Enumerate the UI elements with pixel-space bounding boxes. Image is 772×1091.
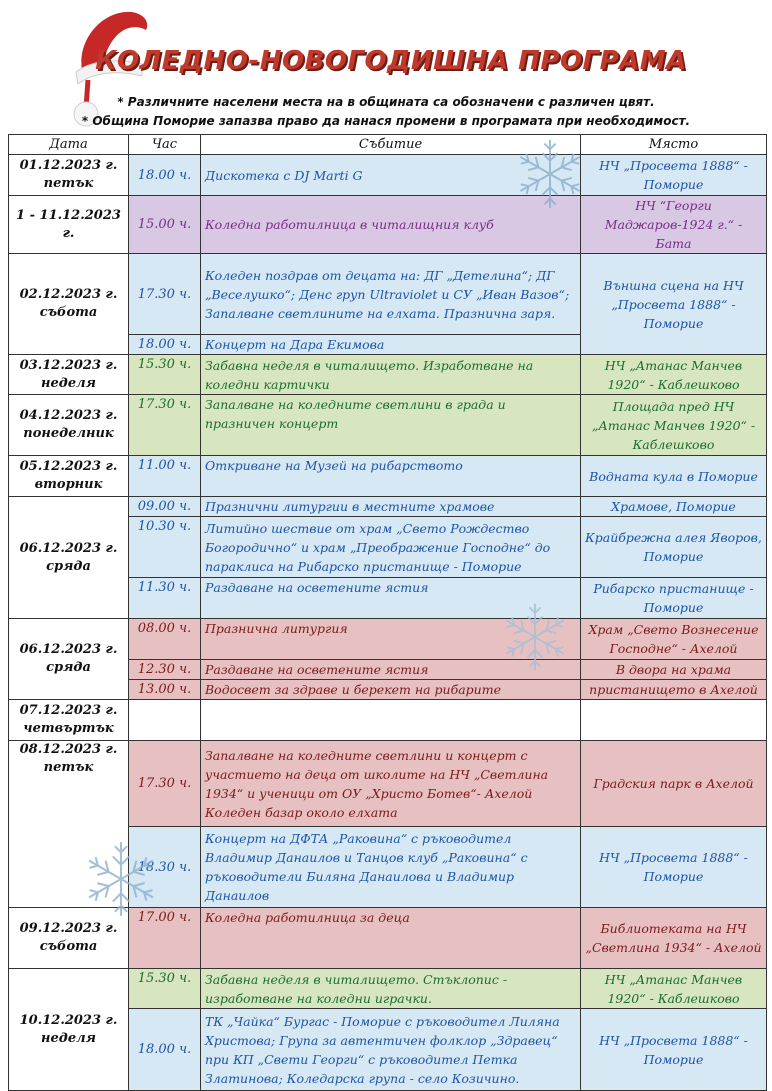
note-changes-text: * Община Поморие запазва право да нанася промени в програмата при необходимост. [81, 114, 691, 128]
date-text: 06.12.2023 г. [19, 642, 118, 657]
event-cell: Забавна неделя в читалището. Стъклопис - изработване на коледни играчки. [201, 969, 581, 1009]
date-cell [9, 254, 129, 355]
time-cell: 17.30 ч. [129, 395, 201, 456]
event-cell: Запалване на коледните светлини в града и празничен концерт [201, 395, 581, 456]
header-time: Час [129, 135, 201, 155]
note-colors [0, 95, 772, 109]
event-cell: Водосвет за здраве и берекет на рибарите [201, 680, 581, 700]
date-text: 10.12.2023 г. [19, 1012, 118, 1028]
time-cell: 18.30 ч. [129, 827, 201, 908]
event-cell: Раздаване на осветените ястия [201, 578, 581, 619]
time-cell: 09.00 ч. [129, 497, 201, 517]
day-text: петък [43, 176, 94, 191]
day-text: събота [39, 939, 98, 954]
event-cell: Откриване на Музей на рибарството [201, 456, 581, 497]
place-cell: НЧ „Атанас Манчев 1920“ - Каблешково [581, 969, 767, 1009]
header-place: Място [581, 135, 767, 155]
day-text: сряда [46, 558, 91, 574]
place-cell: Площада пред НЧ „Атанас Манчев 1920“ - Каблешково [581, 395, 767, 456]
date-text: 09.12.2023 г. [19, 921, 118, 936]
date-text: 07.12.2023 г. [19, 703, 118, 718]
day-text: четвъртък [23, 721, 114, 736]
date-cell [9, 155, 129, 196]
place-cell: Библиотеката на НЧ „Светлина 1934“ - Ахелой [581, 908, 767, 969]
program-table [8, 134, 767, 1091]
table-row [9, 969, 767, 1009]
time-cell: 11.30 ч. [129, 578, 201, 619]
date-text: 08.12.2023 г. [19, 742, 118, 757]
place-cell: Рибарско пристанище - Поморие [581, 578, 767, 619]
snowflake-icon [80, 838, 162, 920]
day-text: вторник [34, 477, 103, 492]
place-cell: НЧ „Просвета 1888“ - Поморие [581, 155, 767, 196]
date-cell [9, 619, 129, 700]
table-row [9, 395, 767, 456]
place-cell: НЧ „Атанас Манчев 1920“ - Каблешково [581, 355, 767, 395]
table-row [9, 155, 767, 196]
date-text: 05.12.2023 г. [19, 459, 118, 474]
date-cell [9, 497, 129, 619]
date-cell [9, 395, 129, 456]
time-cell: 18.00 ч. [129, 155, 201, 196]
note-colors-text: * Различните населени места на в общината са обозначени с различен цвят. [117, 95, 655, 109]
event-cell [201, 700, 581, 741]
table-row [9, 254, 767, 335]
event-cell: Раздаване на осветените ястия [201, 660, 581, 680]
event-text: Запалване на коледните светлини и концерт с участието на деца от школите на НЧ „Светлина 1934“ и ученици от ОУ „Христо Ботев“- Ахелой [205, 747, 549, 801]
event-cell: Празнична литургия [201, 619, 581, 660]
place-cell: Водната кула в Поморие [581, 456, 767, 497]
place-cell: Храм „Свето Вознесение Господне“ - Ахелой [581, 619, 767, 660]
time-cell: 18.00 ч. [129, 1009, 201, 1091]
table-row [9, 619, 767, 660]
time-cell: 15.30 ч. [129, 355, 201, 395]
table-row [9, 497, 767, 517]
event-cell: Коледна работилница за деца [201, 908, 581, 969]
place-cell: НЧ “Георги Маджаров-1924 г.“ - Бата [581, 196, 767, 254]
day-text: неделя [41, 1030, 96, 1046]
time-cell: 17.00 ч. [129, 908, 201, 969]
event-cell: Коледен поздрав от децата на: ДГ „Детелина“; ДГ „Веселушко“; Денс груп Ultraviolet и СУ „Иван Вазов“; Запалване светлините на елхата. Празнична заря. [201, 254, 581, 335]
snowflake-icon [512, 136, 588, 212]
table-header-row [9, 135, 767, 155]
day-text: сряда [46, 660, 91, 675]
event-cell: Литийно шествие от храм „Свето Рождество Богородично“ и храм „Преображение Господне“ до параклиса на Рибарско пристанище - Поморие [201, 517, 581, 578]
date-text: 06.12.2023 г. [19, 540, 118, 556]
event-cell: Празнични литургии в местните храмове [201, 497, 581, 517]
table-row [9, 355, 767, 395]
place-cell: Храмове, Поморие [581, 497, 767, 517]
place-cell: Външна сцена на НЧ „Просвета 1888“ - Поморие [581, 254, 767, 355]
event-cell: Забавна неделя в читалището. Изработване на коледни картички [201, 355, 581, 395]
day-text: понеделник [23, 426, 114, 441]
time-cell: 08.00 ч. [129, 619, 201, 660]
time-cell: 10.30 ч. [129, 517, 201, 578]
day-text: петък [43, 760, 94, 775]
note-changes [0, 114, 772, 128]
snowflake-icon [498, 600, 572, 674]
table-row [9, 456, 767, 497]
time-cell: 13.00 ч. [129, 680, 201, 700]
event-cell: Концерт на ДФТА „Раковина“ с ръководител Владимир Данаилов и Танцов клуб „Раковина“ с ръководители Биляна Данаилова и Владимир Данаилов [201, 827, 581, 908]
time-cell: 12.30 ч. [129, 660, 201, 680]
place-cell: пристанището в Ахелой [581, 680, 767, 700]
date-text: 02.12.2023 г. [19, 287, 118, 302]
event-cell [201, 741, 581, 827]
day-text: неделя [41, 375, 96, 391]
header-date: Дата [9, 135, 129, 155]
time-cell: 11.00 ч. [129, 456, 201, 497]
place-cell: Крайбрежна алея Яворов, Поморие [581, 517, 767, 578]
time-cell: 18.00 ч. [129, 335, 201, 355]
date-cell: 1 - 11.12.2023 г. [9, 196, 129, 254]
event-cell: ТК „Чайка“ Бургас - Поморие с ръководител Лиляна Христова; Група за автентичен фолклор „Здравец“ при КП „Свети Георги“ с ръководител Петка Златинова; Коледарска група - село Козичино. [201, 1009, 581, 1091]
time-cell: 15.30 ч. [129, 969, 201, 1009]
event-cell: Дискотека с DJ Marti G [201, 155, 581, 196]
date-text: 01.12.2023 г. [19, 158, 118, 173]
header-event: Събитие [201, 135, 581, 155]
table-row [9, 196, 767, 254]
event-cell: Коледна работилница в читалищния клуб [201, 196, 581, 254]
day-text: събота [39, 305, 98, 320]
place-cell: Градския парк в Ахелой [581, 741, 767, 827]
date-cell [9, 456, 129, 497]
time-cell [129, 700, 201, 741]
date-cell [9, 700, 129, 741]
page-title: КОЛЕДНО-НОВОГОДИШНА ПРОГРАМА [95, 46, 687, 76]
date-text: 04.12.2023 г. [19, 408, 118, 423]
place-cell: В двора на храма [581, 660, 767, 680]
event-text: Коледен базар около елхата [205, 804, 398, 820]
place-cell: НЧ „Просвета 1888“ - Поморие [581, 827, 767, 908]
date-text: 03.12.2023 г. [19, 357, 118, 373]
table-row [9, 700, 767, 741]
date-cell [9, 355, 129, 395]
time-cell: 17.30 ч. [129, 741, 201, 827]
time-cell: 15.00 ч. [129, 196, 201, 254]
date-cell [9, 969, 129, 1091]
place-cell [581, 700, 767, 741]
table-row [9, 741, 767, 827]
event-cell: Концерт на Дара Екимова [201, 335, 581, 355]
place-cell: НЧ „Просвета 1888“ - Поморие [581, 1009, 767, 1091]
time-cell: 17.30 ч. [129, 254, 201, 335]
